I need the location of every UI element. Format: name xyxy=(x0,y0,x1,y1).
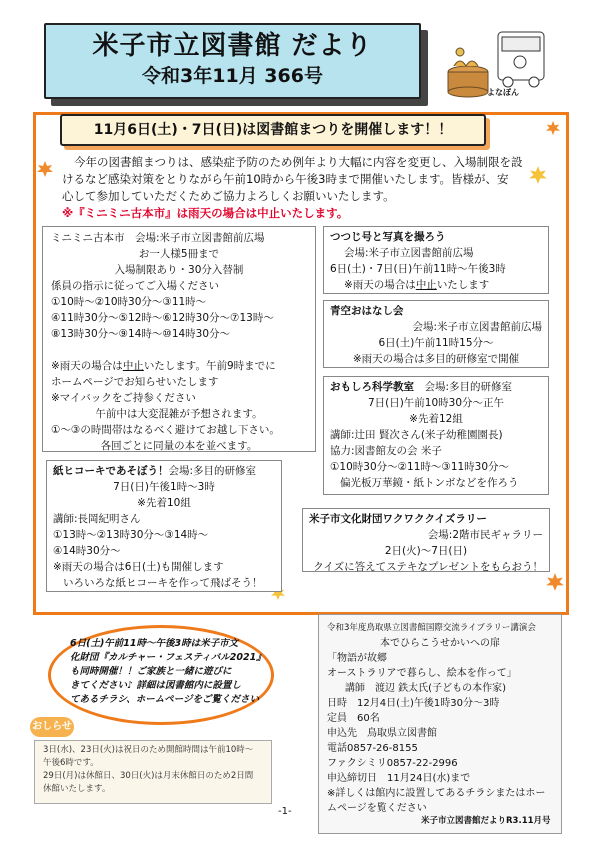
kamihikoki-note: ※雨天の場合は6日(土)も開催します xyxy=(53,561,224,573)
maple-leaf-icon xyxy=(36,160,54,178)
tsutsuji-rain-cancel: 中止 xyxy=(415,279,437,291)
lecture-line: 令和3年度鳥取県立図書館国際交流ライブラリー講演会 xyxy=(327,623,536,633)
lecture-line: 本でひらこうせかいへの扉 xyxy=(380,638,500,649)
rain-cancel-note: ※『ミニミニ古本市』は雨天の場合は中止いたします。 xyxy=(62,206,349,220)
tsutsuji-title: つつじ号と写真を撮ろう xyxy=(330,231,446,243)
quiz-dates: 2日(火)～7日(日) xyxy=(384,545,468,557)
quiz-title: 米子市文化財団ワクワククイズラリー xyxy=(309,513,487,525)
notice-line: 3日(水)、23日(火)は祝日のため開館時間は午前10時～ xyxy=(43,745,254,755)
mini-title: ミニミニ古本市 xyxy=(51,232,125,244)
kamihikoki-sessions: ④14時30分～ xyxy=(53,545,121,557)
intro-line: けるなど感染対策をとりながら午前10時から午後3時まで開催いたします。皆様が、安 xyxy=(62,172,509,186)
lecture-line: 電話0857-26-8155 xyxy=(327,743,418,754)
mini-rain-text: ※雨天の場合は xyxy=(51,360,123,372)
tsutsuji-rain-text: いたします xyxy=(436,279,490,291)
science-class-box xyxy=(323,376,549,495)
intro-line: 今年の図書館まつりは、感染症予防のため例年より大幅に内容を変更し、入場制限を設 xyxy=(74,155,523,169)
mini-line: 各回ごとに同量の本を並べます。 xyxy=(100,440,258,452)
notice-line: 午後6時です。 xyxy=(43,758,99,768)
maple-leaf-icon xyxy=(545,572,565,592)
mini-book-market-box xyxy=(42,226,316,452)
notice-box xyxy=(34,740,272,804)
kagaku-limit: ※先着12組 xyxy=(409,413,463,425)
mini-line: ①10時～②10時30分～③11時～ xyxy=(51,296,207,308)
tsutsuji-venue: 会場:米子市立図書館前広場 xyxy=(344,247,474,259)
mini-line: 午前中は大変混雑が予想されます。 xyxy=(95,408,263,420)
mini-line: 係員の指示に従ってご入場ください xyxy=(51,280,219,292)
lecture-line: ※詳しくは館内に設置してあるチラシまたはホー xyxy=(327,788,546,799)
mini-rain-cancel: 中止 xyxy=(122,360,144,372)
maple-leaf-icon xyxy=(545,120,561,136)
mini-line: お一人様5冊まで xyxy=(138,248,220,260)
mini-line: 入場制限あり・30分入替制 xyxy=(114,264,244,276)
notice-label: おしらせ xyxy=(30,717,74,737)
notice-line: 29日(月)は休館日、30日(火)は月末休館日のため2日間 xyxy=(43,771,254,781)
kamihikoki-limit: ※先着10組 xyxy=(137,497,191,509)
kagaku-title: おもしろ科学教室 xyxy=(330,381,414,393)
aozora-venue: 会場:米子市立図書館前広場 xyxy=(412,321,542,333)
lecture-line: 講師 渡辺 鉄太氏(子どもの本作家) xyxy=(345,683,506,694)
lecture-line: 申込先 鳥取県立図書館 xyxy=(327,728,437,739)
festival-banner: 11月6日(土)・7日(日)は図書館まつりを開催します！！ xyxy=(60,114,486,146)
lecture-line: ファクシミリ0857-22-2996 xyxy=(327,758,458,769)
kagaku-coop: 協力:図書館友の会 米子 xyxy=(330,445,442,457)
kamihikoki-note: いろいろな紙ヒコーキを作って飛ばそう！ xyxy=(63,577,263,589)
callout-line: 化財団『カルチャー・フェスティバル2021』 xyxy=(70,652,266,663)
newsletter-title-box xyxy=(44,23,421,99)
mini-line: ④11時30分～⑤12時～⑥12時30分～⑦13時～ xyxy=(51,312,274,324)
paper-airplane-box xyxy=(46,460,282,592)
tsutsuji-rain-text: ※雨天の場合は xyxy=(344,279,416,291)
kamihikoki-time: 7日(日)午後1時～3時 xyxy=(113,481,215,493)
page-number: -1- xyxy=(278,806,292,817)
kamihikoki-teacher: 講師:長岡紀明さん xyxy=(53,513,141,525)
intro-line: 心して参加していただくためご協力よろしくお願いいたします。 xyxy=(62,189,395,203)
aozora-time: 6日(土)午前11時15分～ xyxy=(378,337,494,349)
notice-line: 休館いたします。 xyxy=(43,784,111,794)
quiz-desc: クイズに答えてステキなプレゼントをもらおう！ xyxy=(313,561,543,573)
mini-line: ⑧13時30分～⑨14時～⑩14時30分～ xyxy=(51,328,231,340)
lecture-line: 定員 60名 xyxy=(327,713,380,724)
kamihikoki-venue: 会場:多目的研修室 xyxy=(168,465,257,477)
footer-text: 米子市立図書館だよりR3.11月号 xyxy=(421,816,551,826)
lecture-line: 日時 12月4日(土)午後1時30分～3時 xyxy=(327,698,500,709)
callout-line: きてください♪ 詳細は図書館内に設置し xyxy=(70,680,241,691)
lecture-line: 「物語が故郷 xyxy=(327,653,387,664)
tsutsuji-photo-box xyxy=(323,226,549,294)
callout-line: 6日(土)午前11時～午後3時は米子市文 xyxy=(70,638,239,649)
mini-line: ホームページでお知らせいたします xyxy=(51,376,219,388)
mini-line: ①～③の時間帯はなるべく避けてお越し下さい。 xyxy=(51,424,280,436)
mini-venue: 会場:米子市立図書館前広場 xyxy=(135,232,265,244)
kamihikoki-title: 紙ヒコーキであそぼう！ xyxy=(53,465,169,477)
kagaku-sessions: ①10時30分～②11時～③11時30分～ xyxy=(330,461,510,473)
tsutsuji-time: 6日(土)・7日(日)午前11時～午後3時 xyxy=(330,263,506,275)
aozora-title: 青空おはなし会 xyxy=(330,305,404,317)
culture-festival-text xyxy=(70,637,266,707)
mini-line: ※マイバックをご持参ください xyxy=(51,392,196,404)
callout-line: も同時開催！！ご家族と一緒に遊びに xyxy=(70,666,232,677)
callout-line: てあるチラシ、ホームページをご覧ください xyxy=(70,694,260,705)
kagaku-make: 偏光板万華鏡・紙トンボなどを作ろう xyxy=(340,477,519,489)
logo-caption: よなぽん xyxy=(487,88,519,97)
quiz-venue: 会場:2階市民ギャラリー xyxy=(427,529,543,541)
lecture-line: 申込締切日 11月24日(水)まで xyxy=(327,773,471,784)
kamihikoki-sessions: ①13時～②13時30分～③14時～ xyxy=(53,529,209,541)
storytime-box xyxy=(323,300,549,368)
lecture-line: ムページを覧ください xyxy=(327,803,427,814)
aozora-rain: ※雨天の場合は多目的研修室で開催 xyxy=(352,353,520,365)
lecture-line: オーストラリアで暮らし、絵本を作って」 xyxy=(327,668,517,679)
issue-number: 令和3年11月 366号 xyxy=(142,65,323,87)
festival-intro xyxy=(62,154,552,222)
kagaku-time: 7日(日)午前10時30分～正午 xyxy=(367,397,505,409)
quiz-rally-box xyxy=(302,508,550,572)
kagaku-teacher: 講師:辻田 賢次さん(米子幼稚園園長) xyxy=(330,429,503,441)
kagaku-venue: 会場:多目的研修室 xyxy=(424,381,513,393)
mini-rain-text: いたします。午前9時までに xyxy=(143,360,276,372)
newsletter-title: 米子市立図書館 だより xyxy=(92,31,373,61)
lecture-announcement-box xyxy=(318,614,562,834)
